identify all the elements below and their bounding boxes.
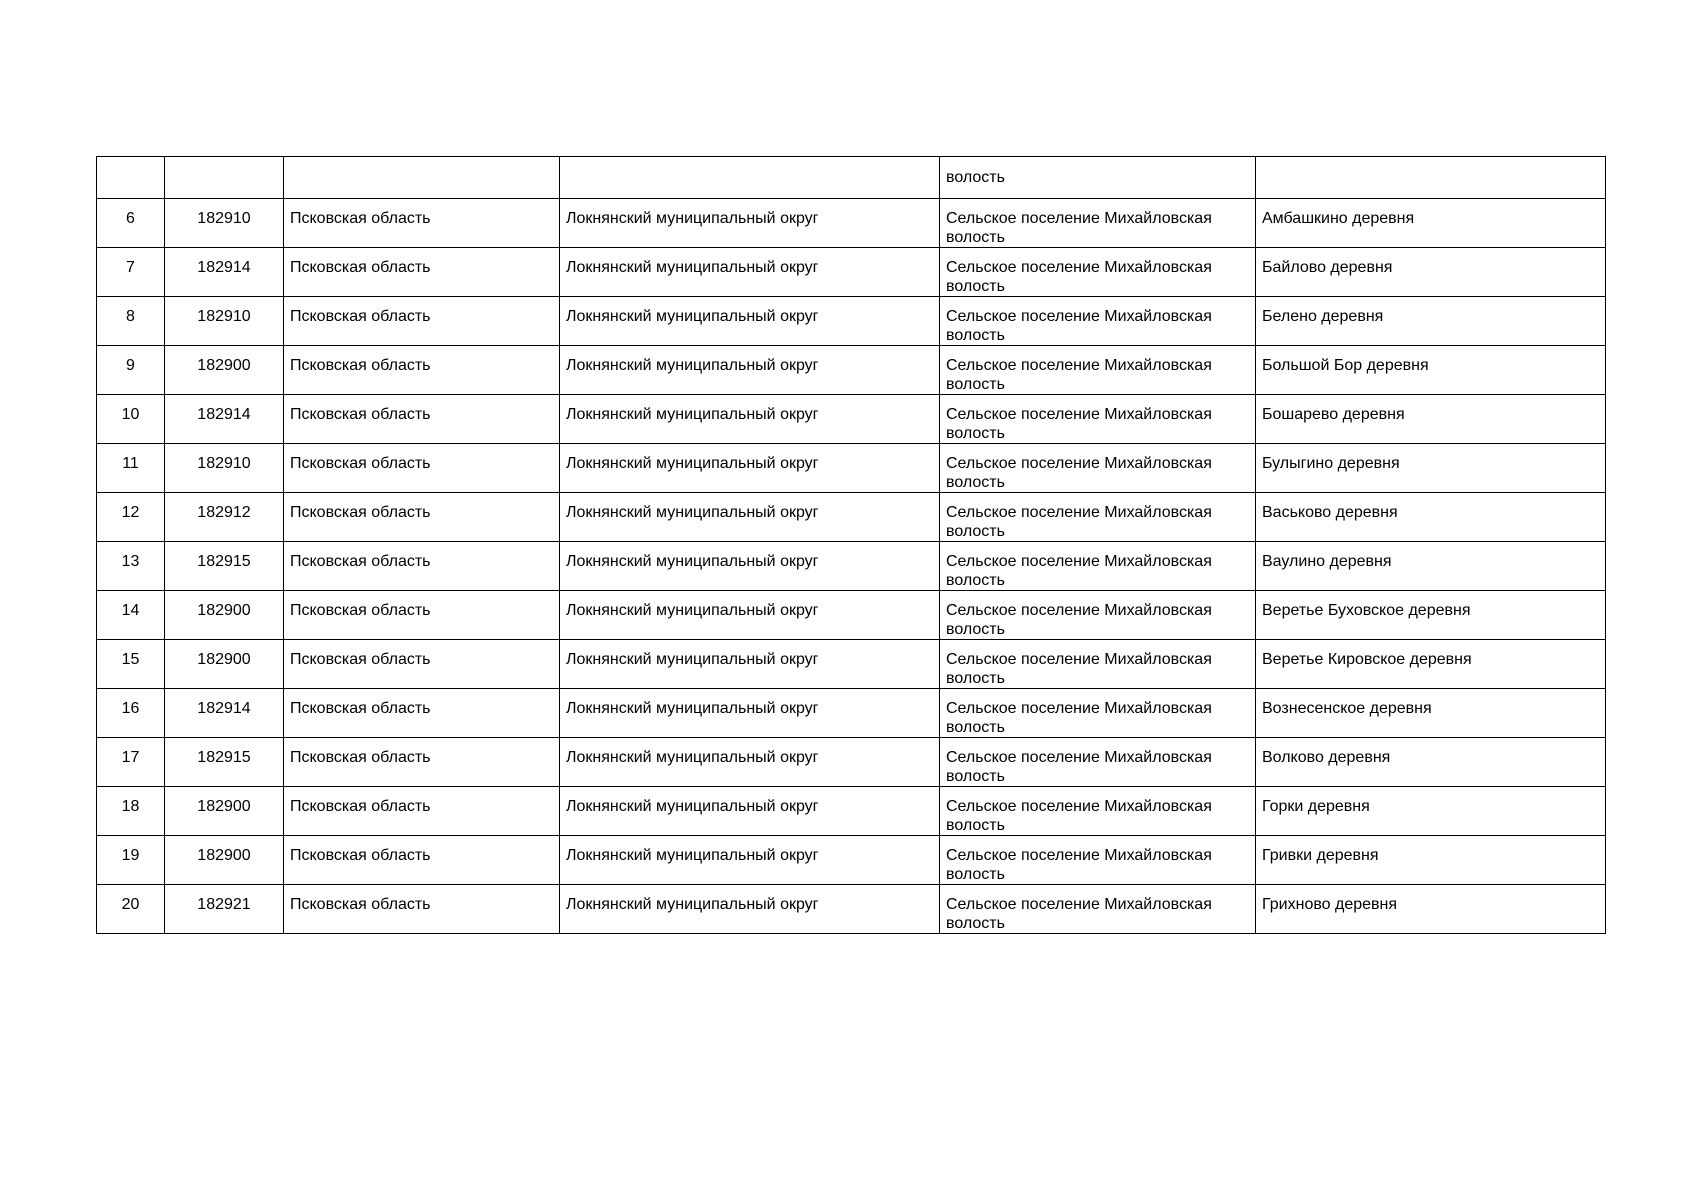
table-row	[97, 297, 1606, 346]
cell-number: 16	[97, 689, 165, 738]
cell-settlement: Сельское поселение Михайловская волость	[940, 395, 1256, 444]
cell-settlement: Сельское поселение Михайловская волость	[940, 444, 1256, 493]
cell-number: 17	[97, 738, 165, 787]
table-row	[97, 444, 1606, 493]
cell-settlement: Сельское поселение Михайловская волость	[940, 885, 1256, 934]
cell-postal-code: 182921	[165, 885, 284, 934]
cell-district: Локнянский муниципальный округ	[560, 493, 940, 542]
cell-number: 10	[97, 395, 165, 444]
table-row	[97, 493, 1606, 542]
table-row	[97, 689, 1606, 738]
cell-region: Псковская область	[284, 542, 560, 591]
cell-region: Псковская область	[284, 836, 560, 885]
cell-district: Локнянский муниципальный округ	[560, 591, 940, 640]
cell-district: Локнянский муниципальный округ	[560, 738, 940, 787]
cell-settlement: Сельское поселение Михайловская волость	[940, 493, 1256, 542]
cell-locality: Веретье Буховское деревня	[1256, 591, 1606, 640]
cell-region: Псковская область	[284, 297, 560, 346]
cell-settlement: Сельское поселение Михайловская волость	[940, 738, 1256, 787]
cell-postal-code: 182912	[165, 493, 284, 542]
cell-locality: Грихново деревня	[1256, 885, 1606, 934]
cell-locality: Бошарево деревня	[1256, 395, 1606, 444]
cell-settlement: Сельское поселение Михайловская волость	[940, 297, 1256, 346]
cell-locality: Гривки деревня	[1256, 836, 1606, 885]
cell-number: 18	[97, 787, 165, 836]
cell-number: 6	[97, 199, 165, 248]
cell-region: Псковская область	[284, 493, 560, 542]
cell-district: Локнянский муниципальный округ	[560, 346, 940, 395]
cell-postal-code: 182915	[165, 542, 284, 591]
table-row	[97, 738, 1606, 787]
cell-settlement: Сельское поселение Михайловская волость	[940, 346, 1256, 395]
cell-number: 20	[97, 885, 165, 934]
cell-postal-code: 182910	[165, 199, 284, 248]
cell-region: Псковская область	[284, 885, 560, 934]
table-row	[97, 199, 1606, 248]
table-body	[97, 157, 1606, 934]
cell-region: Псковская область	[284, 199, 560, 248]
cell-locality: Вознесенское деревня	[1256, 689, 1606, 738]
table-row	[97, 836, 1606, 885]
cell-postal-code: 182900	[165, 346, 284, 395]
cell-locality: Байлово деревня	[1256, 248, 1606, 297]
cell-district: Локнянский муниципальный округ	[560, 640, 940, 689]
cell-settlement: Сельское поселение Михайловская волость	[940, 689, 1256, 738]
cell-region: Псковская область	[284, 346, 560, 395]
cell-postal-code: 182910	[165, 444, 284, 493]
cell-settlement: Сельское поселение Михайловская волость	[940, 640, 1256, 689]
cell-district	[560, 157, 940, 199]
cell-postal-code: 182900	[165, 836, 284, 885]
cell-district: Локнянский муниципальный округ	[560, 542, 940, 591]
table-row	[97, 591, 1606, 640]
cell-locality: Горки деревня	[1256, 787, 1606, 836]
cell-district: Локнянский муниципальный округ	[560, 444, 940, 493]
table-row	[97, 787, 1606, 836]
cell-region: Псковская область	[284, 395, 560, 444]
cell-district: Локнянский муниципальный округ	[560, 297, 940, 346]
cell-postal-code: 182914	[165, 248, 284, 297]
cell-number: 7	[97, 248, 165, 297]
cell-district: Локнянский муниципальный округ	[560, 248, 940, 297]
cell-region: Псковская область	[284, 444, 560, 493]
cell-region: Псковская область	[284, 787, 560, 836]
cell-locality: Большой Бор деревня	[1256, 346, 1606, 395]
cell-district: Локнянский муниципальный округ	[560, 689, 940, 738]
cell-postal-code: 182900	[165, 591, 284, 640]
cell-locality: Ваулино деревня	[1256, 542, 1606, 591]
cell-region: Псковская область	[284, 591, 560, 640]
cell-locality: Васьково деревня	[1256, 493, 1606, 542]
cell-number: 12	[97, 493, 165, 542]
cell-district: Локнянский муниципальный округ	[560, 199, 940, 248]
cell-postal-code: 182900	[165, 640, 284, 689]
cell-region	[284, 157, 560, 199]
table-row	[97, 640, 1606, 689]
table-row	[97, 248, 1606, 297]
cell-settlement: волость	[940, 157, 1256, 199]
cell-number: 14	[97, 591, 165, 640]
cell-postal-code: 182900	[165, 787, 284, 836]
cell-number: 19	[97, 836, 165, 885]
cell-settlement: Сельское поселение Михайловская волость	[940, 199, 1256, 248]
cell-locality: Волково деревня	[1256, 738, 1606, 787]
cell-postal-code: 182914	[165, 395, 284, 444]
cell-postal-code: 182914	[165, 689, 284, 738]
cell-district: Локнянский муниципальный округ	[560, 395, 940, 444]
table-row	[97, 885, 1606, 934]
cell-settlement: Сельское поселение Михайловская волость	[940, 787, 1256, 836]
localities-table	[96, 156, 1606, 934]
cell-region: Псковская область	[284, 640, 560, 689]
table-row	[97, 395, 1606, 444]
cell-region: Псковская область	[284, 248, 560, 297]
cell-settlement: Сельское поселение Михайловская волость	[940, 248, 1256, 297]
cell-number: 8	[97, 297, 165, 346]
cell-postal-code: 182915	[165, 738, 284, 787]
cell-locality: Веретье Кировское деревня	[1256, 640, 1606, 689]
cell-postal-code: 182910	[165, 297, 284, 346]
table-row	[97, 346, 1606, 395]
cell-number: 13	[97, 542, 165, 591]
cell-number: 15	[97, 640, 165, 689]
cell-number: 9	[97, 346, 165, 395]
cell-settlement: Сельское поселение Михайловская волость	[940, 836, 1256, 885]
cell-locality	[1256, 157, 1606, 199]
cell-settlement: Сельское поселение Михайловская волость	[940, 591, 1256, 640]
document-table-container	[96, 156, 1606, 934]
cell-district: Локнянский муниципальный округ	[560, 885, 940, 934]
cell-locality: Белено деревня	[1256, 297, 1606, 346]
cell-region: Псковская область	[284, 738, 560, 787]
cell-district: Локнянский муниципальный округ	[560, 836, 940, 885]
cell-number: 11	[97, 444, 165, 493]
cell-locality: Амбашкино деревня	[1256, 199, 1606, 248]
cell-locality: Булыгино деревня	[1256, 444, 1606, 493]
cell-region: Псковская область	[284, 689, 560, 738]
cell-settlement: Сельское поселение Михайловская волость	[940, 542, 1256, 591]
table-row	[97, 542, 1606, 591]
cell-district: Локнянский муниципальный округ	[560, 787, 940, 836]
cell-number	[97, 157, 165, 199]
cell-postal-code	[165, 157, 284, 199]
table-row-continuation	[97, 157, 1606, 199]
